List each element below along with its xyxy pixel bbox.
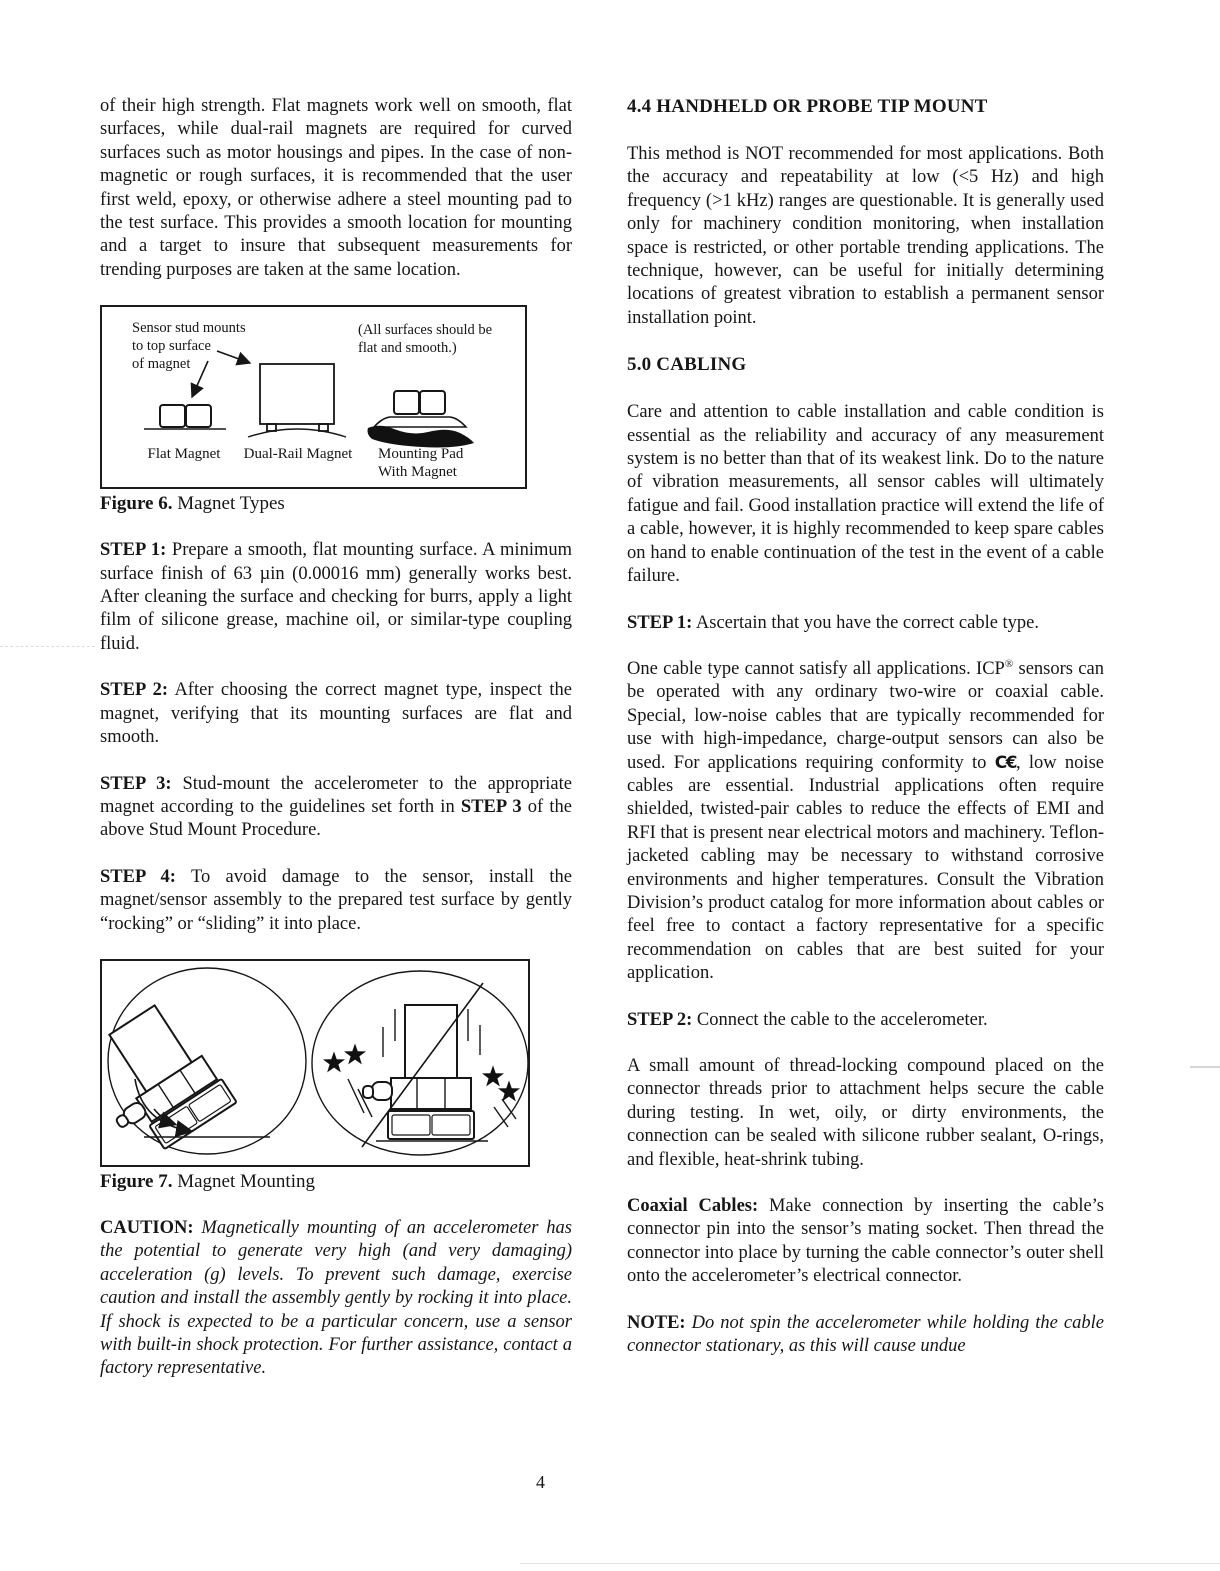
- cabling-step1-label: STEP 1:: [627, 612, 693, 633]
- section-4-4-heading: 4.4 HANDHELD OR PROBE TIP MOUNT: [627, 96, 988, 117]
- cable-type-seg3: , low noise cables are essential. Industrial applications often require shielded, twisted-pair cables to reduce the effects of EMI and RFI that is present near electrical motors and machinery. Teflon-jacketed cabling may be necessary to withstand corrosive environments and higher temperatures. Consult the Vibration Division’s product catalog for more information about cables or feel free to contact a factory representative for a specific recommendation on cables that are best suited for your application.: [627, 752, 1104, 984]
- step2-text: After choosing the correct magnet type, inspect the magnet, verifying that its mounting surfaces are flat and smooth.: [100, 680, 572, 748]
- handheld-paragraph: This method is NOT recommended for most applications. Both the accuracy and repeatability at low (<5 Hz) and high frequency (>1 kHz) ranges are questionable. It is generally used only for machinery condition monitoring, when installation space is restricted, or other portable trending applications. The technique, however, can be useful for initially determining locations of greatest vibration to establish a permanent sensor installation point.: [627, 144, 1104, 328]
- registered-trademark-icon: ®: [1004, 657, 1014, 670]
- step2-label: STEP 2:: [100, 680, 169, 701]
- mounting-pad-label-line2: With Magnet: [378, 464, 457, 481]
- right-column: [627, 95, 1104, 1381]
- figure6-drawing: [102, 307, 525, 485]
- caution-paragraph: [100, 1217, 572, 1381]
- step1-paragraph: [100, 539, 572, 656]
- note-paragraph: [627, 1312, 1104, 1359]
- step3-paragraph: [100, 773, 572, 843]
- arrow-to-dual-rail-icon: [217, 351, 250, 363]
- flat-magnet-label: Flat Magnet: [147, 446, 221, 463]
- arrow-to-flat-magnet-icon: [192, 361, 208, 397]
- step3-text-after: of the above Stud Mount Procedure.: [100, 796, 572, 841]
- scan-artifact-dash: [1190, 1066, 1220, 1068]
- step3-text-before: Stud-mount the accelerometer to the appropriate magnet according to the guidelines set forth in: [100, 773, 572, 817]
- fig7-rocking-scene: [102, 968, 306, 1163]
- cabling-step2-text: Connect the cable to the accelerometer.: [692, 1009, 988, 1030]
- shock-star-icon: [482, 1065, 504, 1086]
- mounting-pad-drawing: [368, 391, 475, 448]
- scan-artifact-dashes: [0, 646, 95, 647]
- caution-text: Magnetically mounting of an accelerometer has the potential to generate very high (and very damaging) acceleration (g) levels. To prevent such damage, exercise caution and install the assembly gently by rocking it into place. If shock is expected to be a particular concern, use a sensor with built-in shock protection. For further assistance, contact a factory representative.: [100, 1217, 572, 1379]
- figure6-caption: [100, 491, 572, 516]
- figure7-magnet-mounting: [100, 959, 530, 1167]
- fig7-no-shock-scene: [312, 971, 528, 1155]
- step3-label: STEP 3:: [100, 773, 172, 794]
- figure6-caption-label: Figure 6.: [100, 493, 173, 515]
- fig6-annotation-stud-line2: to top surface: [132, 338, 211, 355]
- ce-mark-icon: C€: [994, 752, 1016, 773]
- step3-bold-ref: STEP 3: [460, 796, 522, 817]
- flat-magnet-drawing: [144, 405, 226, 429]
- thread-locking-paragraph: A small amount of thread-locking compound placed on the connector threads prior to attachment helps secure the cable during testing. In wet, oily, or dirty environments, the connection can be sealed with silicone rubber sealant, O-rings, and flexible, heat-shrink tubing.: [627, 1056, 1104, 1170]
- cabling-step1-paragraph: [627, 612, 1104, 635]
- figure7-caption: [100, 1169, 572, 1194]
- cabling-step2-paragraph: [627, 1009, 1104, 1032]
- step1-label: STEP 1:: [100, 540, 167, 561]
- cable-type-paragraph: [627, 658, 1104, 986]
- intro-paragraph: of their high strength. Flat magnets work well on smooth, flat surfaces, while dual-rail magnets are required for curved surfaces such as motor housings and pipes. In the case of non-magnetic or rough surfaces, it is recommended that the user first weld, epoxy, or otherwise adhere a steel mounting pad to the test surface. This provides a smooth location for mounting and a target to insure that subsequent measurements for trending purposes are taken at the same location.: [100, 96, 572, 280]
- fig6-annotation-stud-line3: of magnet: [132, 356, 191, 373]
- figure7-caption-text: Magnet Mounting: [172, 1170, 315, 1192]
- figure7-drawing: [102, 961, 528, 1163]
- coaxial-cables-text: Make connection by inserting the cable’s connector pin into the sensor’s mating socket. Then thread the connector into place by turning the cable connector’s outer shell onto the accelerometer’s electrical connector.: [627, 1196, 1105, 1287]
- cable-type-seg1: One cable type cannot satisfy all applications. ICP: [627, 658, 1005, 679]
- dual-rail-magnet-label: Dual-Rail Magnet: [243, 446, 353, 463]
- fig6-annotation-stud-line1: Sensor stud mounts: [132, 320, 246, 337]
- figure6-caption-text: Magnet Types: [172, 493, 285, 515]
- mounting-pad-label-line1: Mounting Pad: [378, 446, 464, 463]
- shock-star-icon: [323, 1051, 345, 1072]
- cabling-paragraph: Care and attention to cable installation and cable condition is essential as the reliability and accuracy of any measurement system is no better than that of its weakest link. Do to the nature of vibration measurements, all sensor cables will ultimately fatigue and fail. Good installation practice will extend the life of a cable, however, it is highly recommended to keep spare cables on hand to enable continuation of the test in the event of a cable failure.: [627, 402, 1104, 587]
- coaxial-cables-label: Coaxial Cables:: [627, 1196, 759, 1217]
- cable-type-seg2: sensors can be operated with any ordinary two-wire or coaxial cable. Special, low-noise cables that are typically recommended for use with high-impedance, charge-output sensors can also be used. For applications requiring conformity to: [627, 658, 1104, 773]
- shock-star-icon: [344, 1043, 366, 1064]
- note-label: NOTE:: [627, 1312, 686, 1333]
- scan-artifact-line: [520, 1563, 1220, 1564]
- dual-rail-magnet-drawing: [248, 364, 346, 437]
- step4-label: STEP 4:: [100, 866, 176, 887]
- figure6-magnet-types: [100, 305, 527, 489]
- step4-text: To avoid damage to the sensor, install the magnet/sensor assembly to the prepared test surface by gently “rocking” or “sliding” it into place.: [100, 866, 572, 934]
- section-5-0-heading: 5.0 CABLING: [627, 354, 747, 376]
- cabling-step2-label: STEP 2:: [627, 1009, 693, 1030]
- left-column: [100, 95, 572, 1404]
- page-number: 4: [536, 1472, 545, 1492]
- fig6-annotation-flat-line2: flat and smooth.): [358, 340, 457, 357]
- note-text: Do not spin the accelerometer while holding the cable connector stationary, as this will cause undue: [627, 1312, 1104, 1357]
- fig6-annotation-flat-line1: (All surfaces should be: [358, 322, 493, 339]
- coaxial-cables-paragraph: [627, 1195, 1104, 1289]
- figure7-caption-label: Figure 7.: [100, 1170, 173, 1192]
- shock-star-icon: [498, 1080, 520, 1101]
- step2-paragraph: [100, 679, 572, 749]
- step1-text: Prepare a smooth, flat mounting surface. A minimum surface finish of 63 µin (0.00016 mm) generally works best. After cleaning the surface and checking for burrs, apply a light film of silicone grease, machine oil, or similar-type coupling fluid.: [100, 540, 572, 654]
- cabling-step1-text: Ascertain that you have the correct cable type.: [692, 612, 1040, 633]
- step4-paragraph: [100, 866, 572, 936]
- caution-label: CAUTION:: [100, 1217, 194, 1238]
